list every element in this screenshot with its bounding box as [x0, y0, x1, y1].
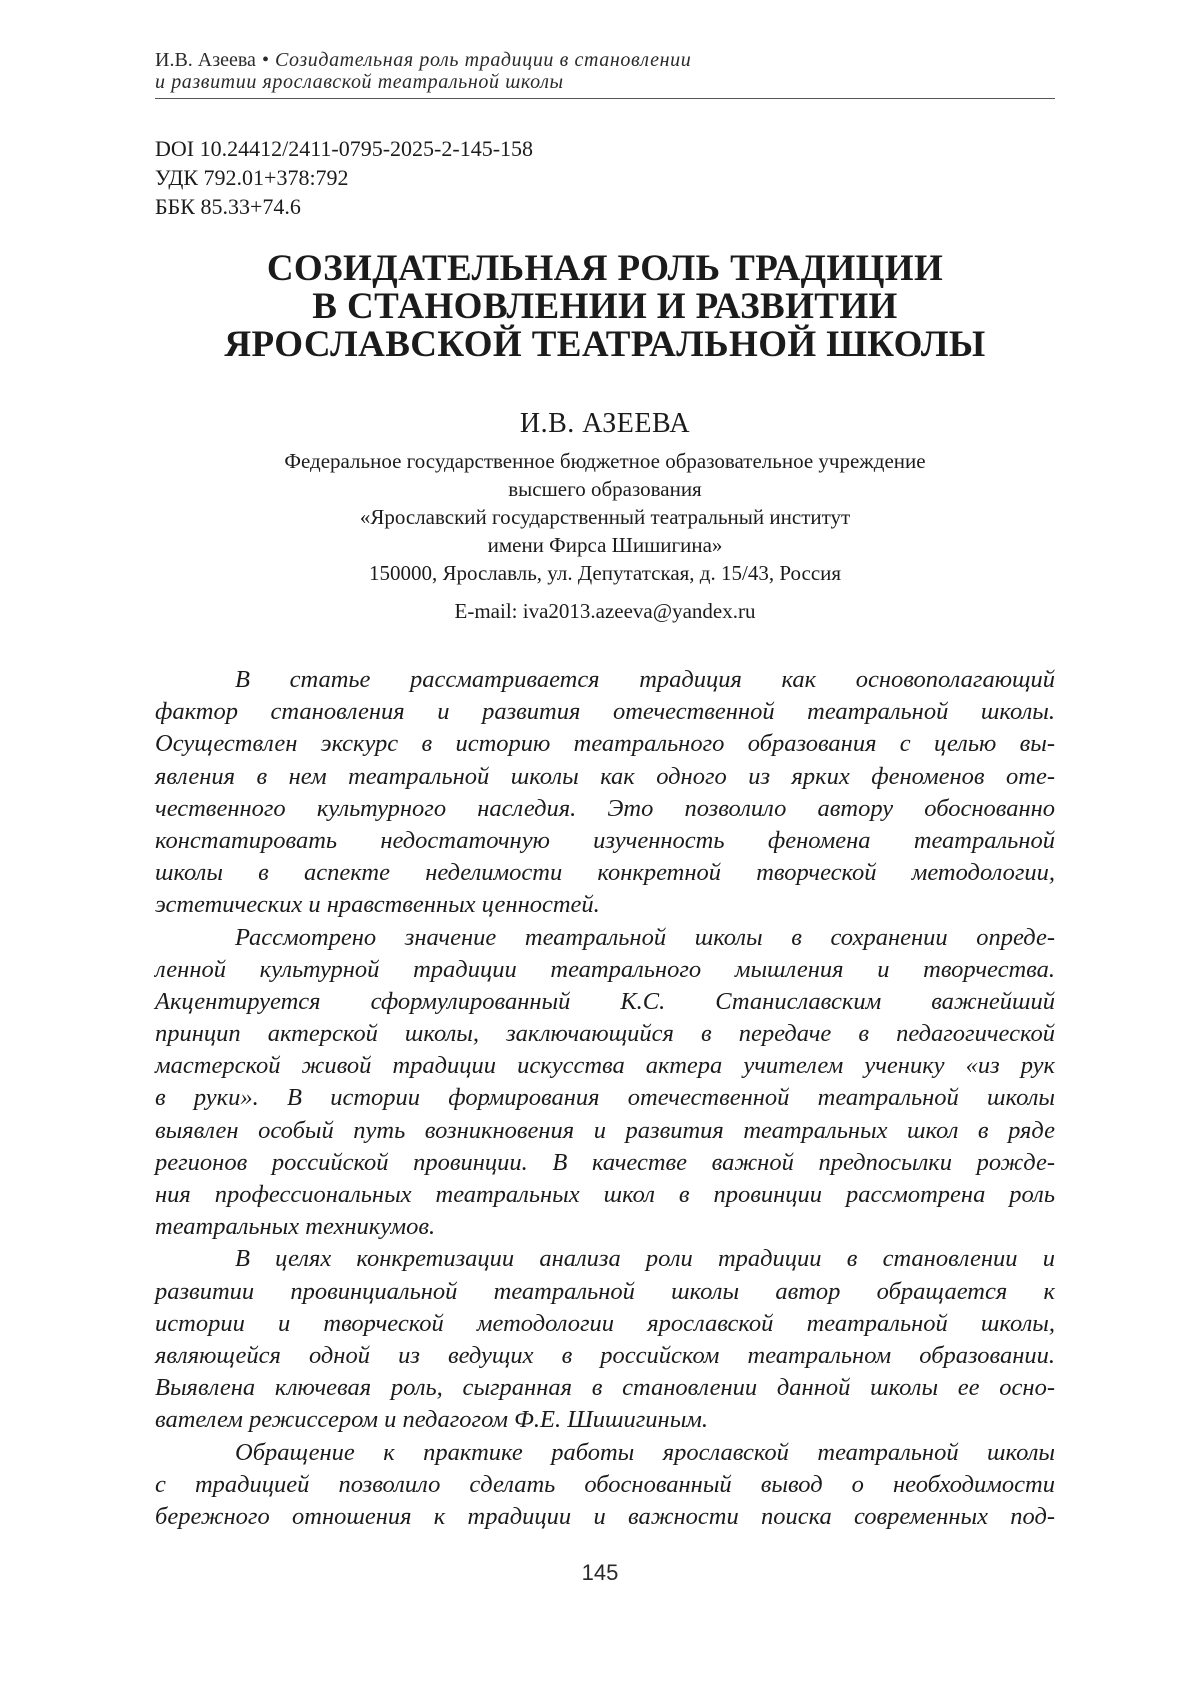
abstract-line: фактор становления и развития отечественной театральной школы.	[155, 698, 1055, 726]
page-number: 145	[581, 1560, 619, 1585]
abstract-line: мастерской живой традиции искусства актера учителем ученику «из рук	[155, 1052, 1055, 1080]
udk: УДК 792.01+378:792	[155, 165, 349, 190]
abstract	[155, 664, 1055, 1533]
abstract-line: принцип актерской школы, заключающийся в передаче в педагогической	[155, 1020, 1055, 1048]
abstract-line: Выявлена ключевая роль, сыгранная в становлении данной школы ее осно-	[155, 1374, 1055, 1402]
running-header-bullet: •	[261, 49, 269, 71]
identifiers	[155, 134, 533, 221]
article-title	[155, 250, 1055, 364]
affiliation-address: 150000, Ярославль, ул. Депутатская, д. 15/43, Россия	[368, 561, 842, 585]
abstract-line: Акцентируется сформулированный К.С. Станиславским важнейший	[155, 987, 1055, 1015]
abstract-line: с традицией позволило сделать обоснованный вывод о необходимости	[155, 1470, 1055, 1498]
author-email: E-mail: iva2013.azeeva@yandex.ru	[454, 599, 756, 623]
author-name: И.В. АЗЕЕВА	[519, 408, 691, 439]
affiliation	[155, 447, 1055, 587]
abstract-line: истории и творческой методологии ярославской театральной школы,	[155, 1309, 1055, 1337]
abstract-line: эстетических и нравственных ценностей.	[155, 891, 600, 919]
bbk: ББК 85.33+74.6	[155, 194, 301, 219]
header-divider	[155, 98, 1055, 99]
running-header-line-1	[155, 49, 1055, 71]
abstract-line: констатировать недостаточную изученность феномена театральной	[155, 826, 1055, 854]
abstract-line: Осуществлен экскурс в историю театрального образования с целью вы-	[155, 730, 1055, 758]
abstract-line: ния профессиональных театральных школ в провинции рассмотрена роль	[155, 1181, 1055, 1208]
doi: DOI 10.24412/2411-0795-2025-2-145-158	[155, 136, 534, 161]
running-header-title-2: и развитии ярославской театральной школы	[155, 71, 564, 93]
abstract-line: Рассмотрено значение театральной школы в сохранении опреде-	[235, 923, 1055, 951]
abstract-line: вателем режиссером и педагогом Ф.Е. Шишигиным.	[155, 1406, 709, 1434]
affiliation-line: имени Фирса Шишигина»	[487, 533, 723, 557]
abstract-line: развитии провинциальной театральной школы автор обращается к	[155, 1277, 1055, 1305]
affiliation-line: «Ярославский государственный театральный институт	[359, 505, 851, 529]
running-header-author: И.В. Азеева	[155, 49, 256, 71]
title-line: СОЗИДАТЕЛЬНАЯ РОЛЬ ТРАДИЦИИ	[266, 248, 944, 289]
title-line: ЯРОСЛАВСКОЙ ТЕАТРАЛЬНОЙ ШКОЛЫ	[224, 324, 986, 365]
abstract-line: чественного культурного наследия. Это позволило автору обоснованно	[155, 794, 1055, 822]
abstract-line: выявлен особый путь возникновения и развития театральных школ в ряде	[155, 1116, 1055, 1144]
affiliation-line: Федеральное государственное бюджетное образовательное учреждение	[284, 449, 926, 473]
abstract-line: В статье рассматривается традиция как основополагающий	[235, 666, 1055, 693]
abstract-line: регионов российской провинции. В качестве важной предпосылки рожде-	[155, 1148, 1055, 1176]
abstract-line: Обращение к практике работы ярославской театральной школы	[235, 1438, 1055, 1466]
abstract-line: в руки». В истории формирования отечественной театральной школы	[155, 1084, 1055, 1112]
affiliation-line: высшего образования	[508, 477, 702, 501]
abstract-line: школы в аспекте неделимости конкретной творческой методологии,	[155, 859, 1055, 887]
running-header-title-1: Созидательная роль традиции в становлении	[274, 49, 692, 71]
running-header-line-2	[155, 71, 1055, 93]
abstract-line: ленной культурной традиции театрального мышления и творчества.	[155, 955, 1055, 983]
abstract-line: бережного отношения к традиции и важности поиска современных под-	[155, 1502, 1055, 1530]
running-header	[155, 49, 1055, 93]
title-line: В СТАНОВЛЕНИИ И РАЗВИТИИ	[312, 286, 898, 327]
abstract-line: В целях конкретизации анализа роли традиции в становлении и	[235, 1245, 1055, 1273]
abstract-line: театральных техникумов.	[155, 1213, 436, 1241]
abstract-line: явления в нем театральной школы как одного из ярких феноменов оте-	[155, 762, 1055, 790]
abstract-line: являющейся одной из ведущих в российском театральном образовании.	[155, 1341, 1055, 1369]
